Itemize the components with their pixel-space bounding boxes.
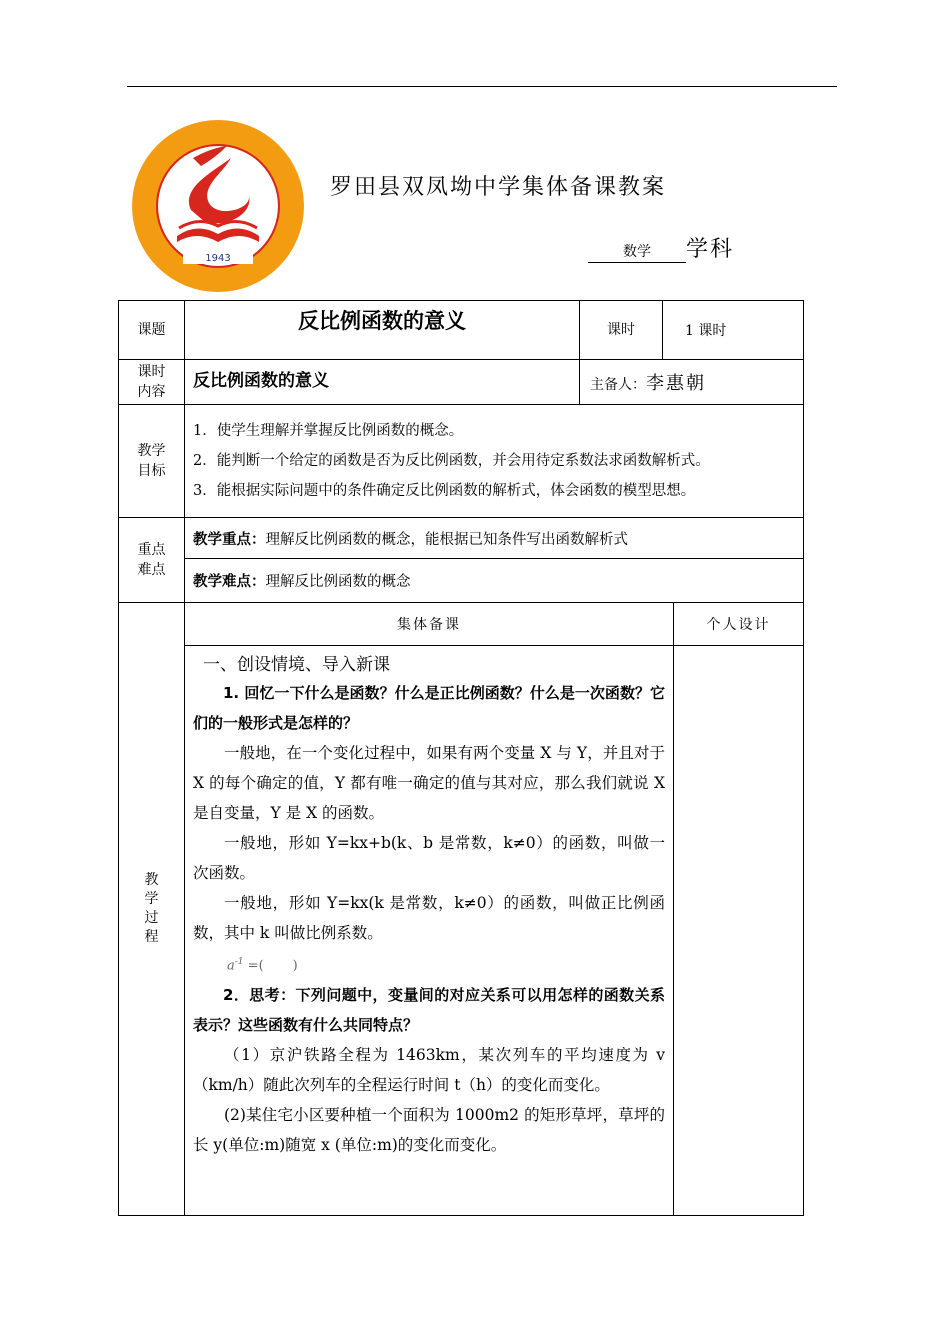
period-value: 1 课时	[663, 301, 804, 360]
formula-rest: =( )	[243, 958, 298, 974]
collective-content	[185, 646, 674, 1216]
subject-line	[588, 232, 734, 263]
goals-label	[119, 405, 185, 518]
focus-label	[119, 518, 185, 603]
question-2: 2．思考：下列问题中，变量间的对应关系可以用怎样的函数关系表示？这些函数有什么共同特点？	[193, 986, 665, 1035]
process-char: 学	[144, 891, 159, 907]
process-char: 过	[144, 910, 159, 926]
key-point-label: 教学重点：	[193, 531, 266, 548]
difficulty-text: 理解反比例函数的概念	[265, 574, 411, 590]
formula-exp: -1	[234, 957, 244, 967]
school-title: 罗田县双凤坳中学集体备课教案	[330, 175, 667, 200]
preparer-label: 主备人：	[590, 377, 646, 393]
school-logo	[131, 118, 305, 294]
goal-item: 3．能根据实际问题中的条件确定反比例函数的解析式，体会函数的模型思想。	[193, 483, 696, 499]
key-point-text: 理解反比例函数的概念，能根据已知条件写出函数解析式	[265, 531, 628, 548]
question-1: 1. 回忆一下什么是函数？什么是正比例函数？什么是一次函数？它们的一般形式是怎样的？	[193, 684, 665, 732]
process-char: 教	[144, 872, 159, 888]
formula-base: a	[227, 958, 235, 974]
content-label	[119, 360, 185, 405]
preparer	[580, 360, 804, 405]
key-point	[185, 518, 804, 559]
paragraph-linear: 一般地，形如 Y=kx+b(k、b 是常数，k≠0）的函数，叫做一次函数。	[193, 834, 665, 882]
collective-header: 集体备课	[185, 603, 674, 646]
paragraph-proportional: 一般地，形如 Y=kx(k 是常数，k≠0）的函数，叫做正比例函数，其中 k 叫做比例系数。	[193, 894, 665, 942]
content-label-line2: 内容	[137, 384, 166, 400]
formula	[193, 948, 665, 980]
subject-suffix: 学科	[686, 237, 735, 262]
focus-label-line1: 重点	[137, 542, 166, 558]
process-char: 程	[144, 929, 159, 945]
paragraph-function: 一般地，在一个变化过程中，如果有两个变量 X 与 Y，并且对于 X 的每个确定的值，Y 都有唯一确定的值与其对应，那么我们就说 X 是自变量，Y 是 X 的函数。	[193, 744, 665, 822]
goals-label-line2: 目标	[137, 463, 166, 479]
example-1: （1）京沪铁路全程为 1463km，某次列车的平均速度为 v（km/h）随此次列车的全程运行时间 t（h）的变化而变化。	[193, 1046, 665, 1095]
goal-item: 1．使学生理解并掌握反比例函数的概念。	[193, 423, 464, 439]
goals-label-line1: 教学	[137, 443, 166, 459]
topic-value: 反比例函数的意义	[185, 301, 580, 360]
content-value: 反比例函数的意义	[185, 360, 580, 405]
goal-item: 2．能判断一个给定的函数是否为反比例函数，并会用待定系数法求函数解析式。	[193, 453, 710, 469]
header-rule	[127, 86, 837, 87]
personal-header: 个人设计	[674, 603, 804, 646]
content-label-line1: 课时	[137, 364, 166, 380]
process-label	[119, 603, 185, 1216]
lesson-plan-table	[118, 300, 804, 1216]
subject-value: 数学	[588, 242, 686, 263]
svg-text:1943: 1943	[205, 253, 231, 264]
example-2: (2)某住宅小区要种植一个面积为 1000m2 的矩形草坪，草坪的长 y(单位:m)随宽 x (单位:m)的变化而变化。	[193, 1106, 665, 1155]
difficulty	[185, 559, 804, 603]
preparer-name: 李惠朝	[646, 373, 706, 394]
difficulty-label: 教学难点：	[193, 574, 266, 590]
goals-list	[185, 405, 804, 518]
topic-label: 课题	[119, 301, 185, 360]
section-title: 一、创设情境、导入新课	[203, 655, 390, 675]
focus-label-line2: 难点	[137, 562, 166, 578]
period-label: 课时	[580, 301, 663, 360]
personal-design-area[interactable]	[674, 646, 804, 1216]
